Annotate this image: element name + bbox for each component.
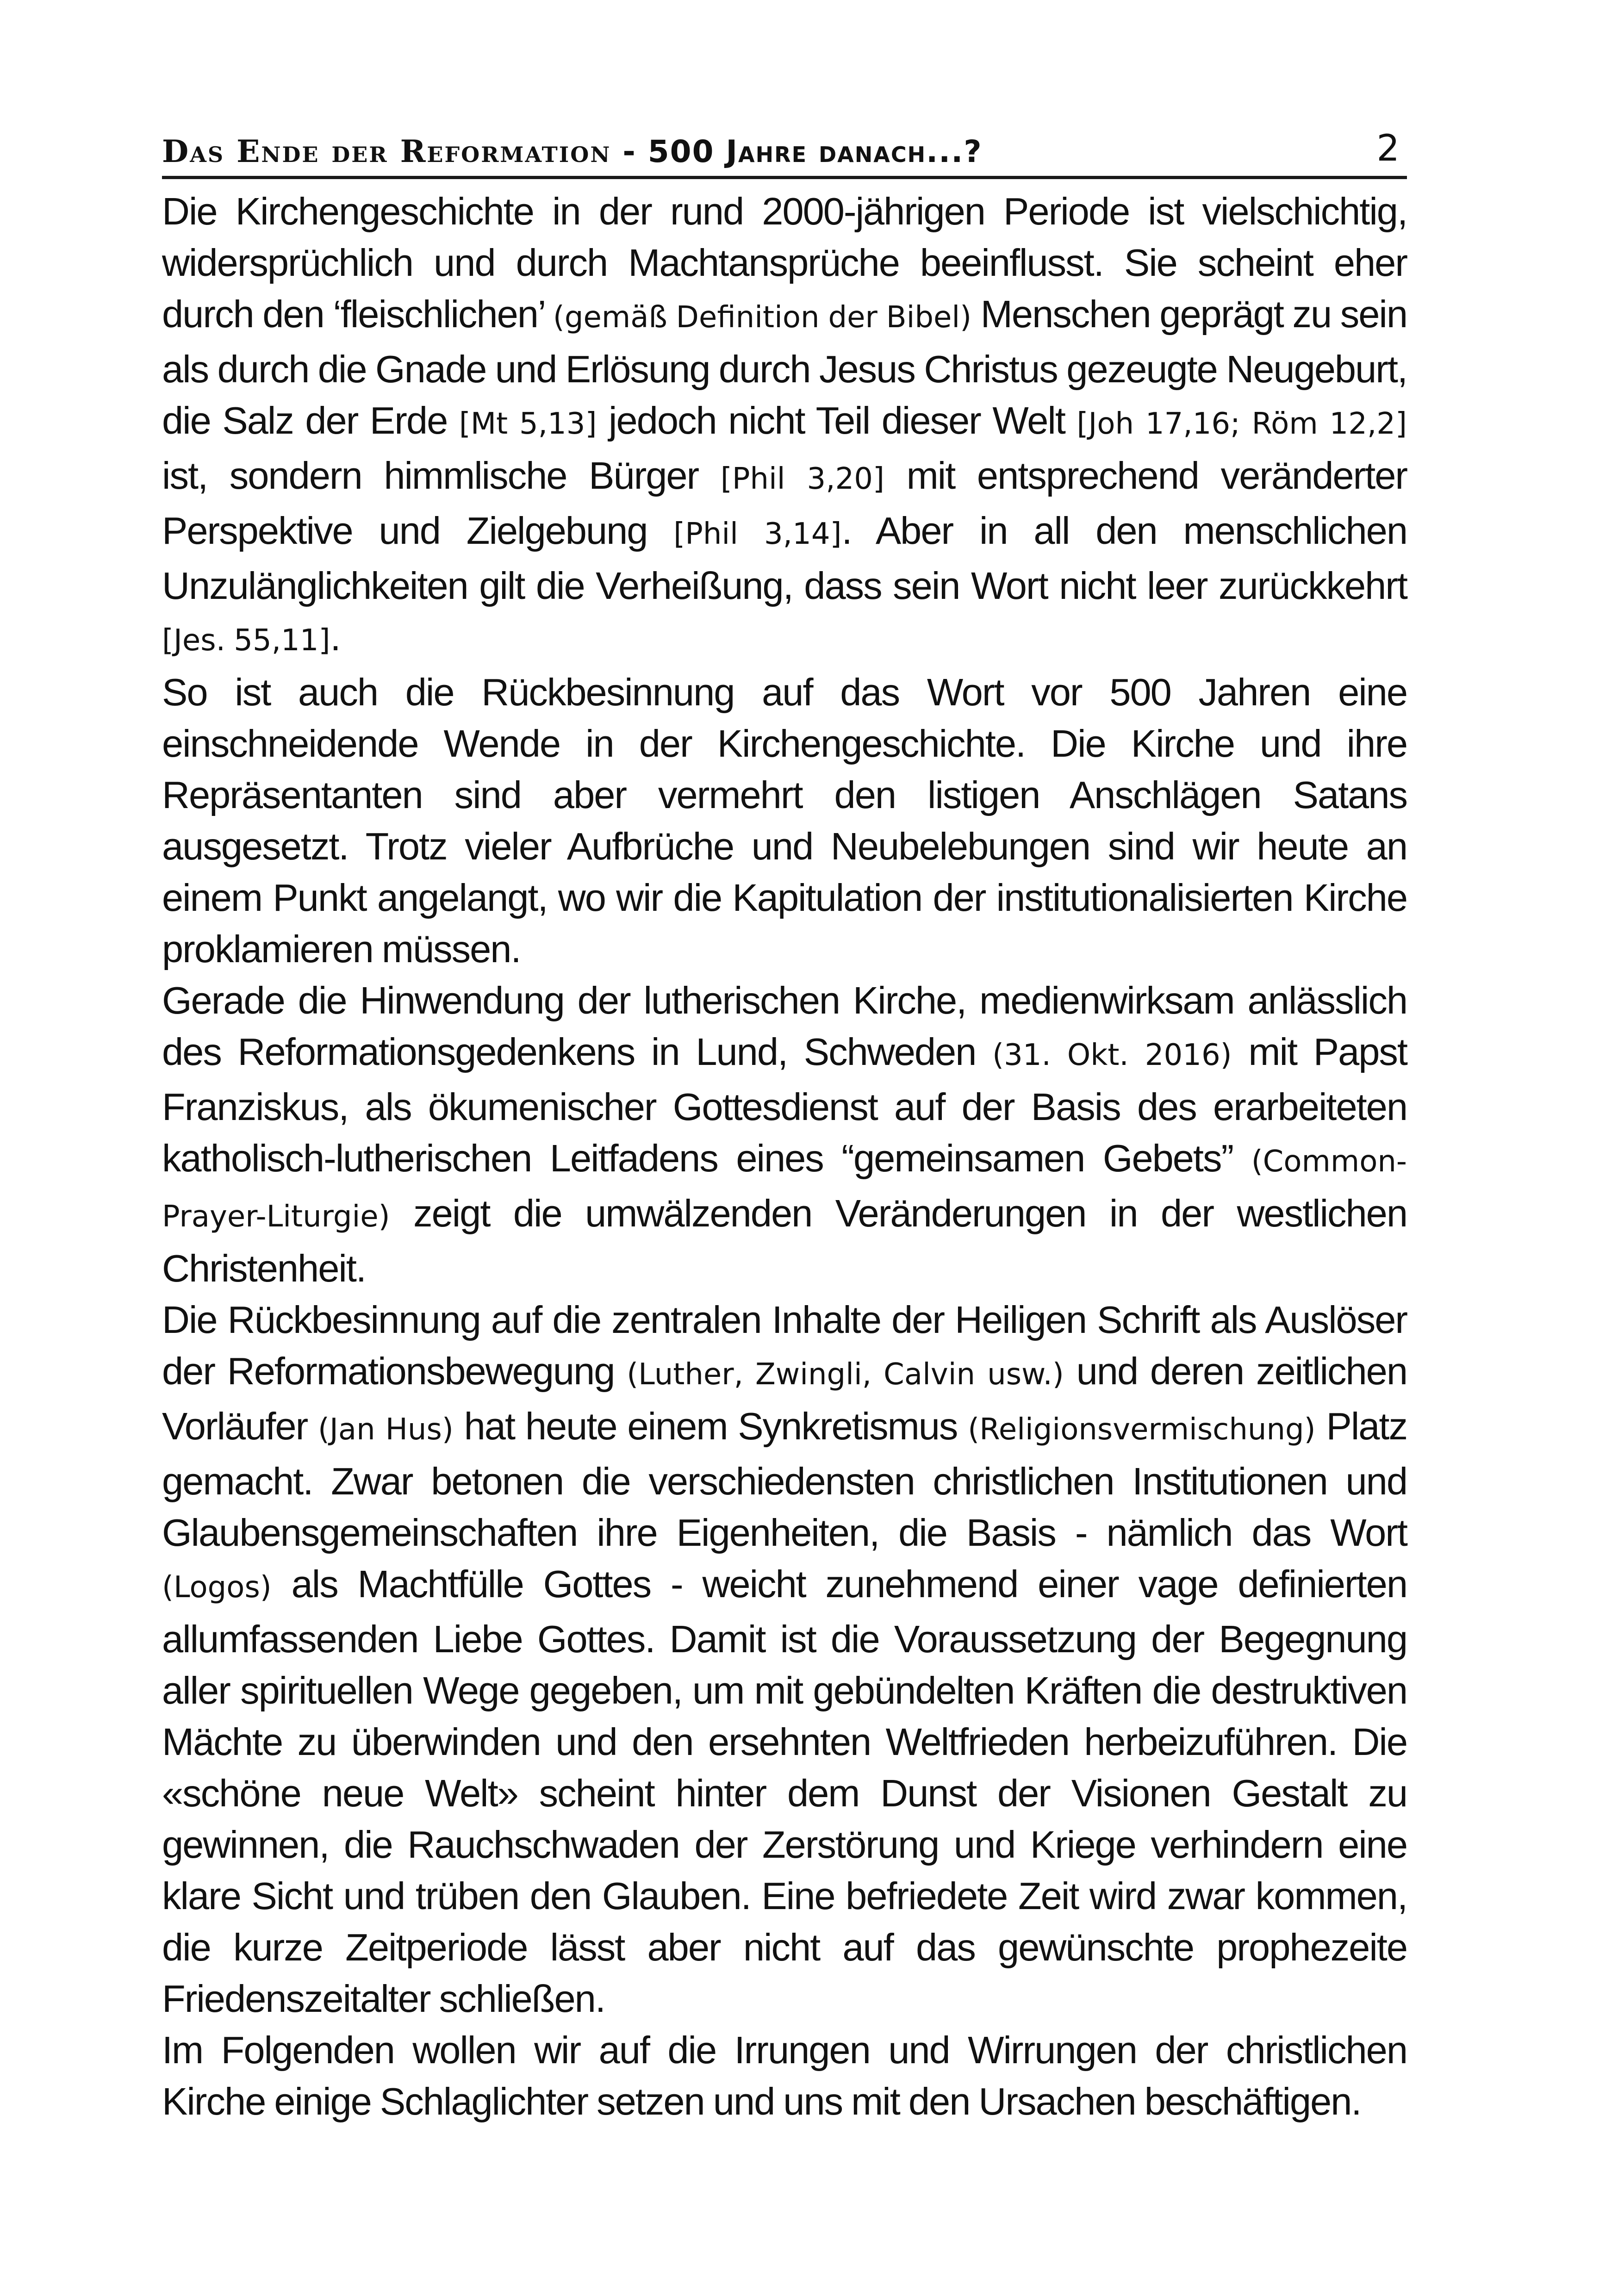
paragraph-text: Im Folgenden wollen wir auf die Irrungen und Wirrungen der christlichen Kirche einige Schlaglichter setzen und uns mit den Ursachen beschäftigen. (162, 2028, 1407, 2123)
paragraph (162, 2024, 1407, 2127)
reference-note: [Phil 3,14] (673, 517, 842, 551)
paragraph-text: hat heute einem Synkretismus (453, 1405, 968, 1448)
reference-note: (Common-Prayer-Liturgie) (162, 1145, 1407, 1234)
page-number: 2 (1376, 128, 1400, 169)
reference-note: (Jan Hus) (318, 1412, 454, 1447)
running-header (162, 125, 1407, 179)
paragraph-text: zeigt die umwälzenden Veränderungen in der westlichen Christenheit. (162, 1192, 1407, 1290)
body-text (162, 186, 1407, 2127)
paragraph-text: jedoch nicht Teil dieser Welt (597, 399, 1077, 442)
paragraph-text: mit entsprechend veränderter Perspektive und Zielgebung (162, 454, 1407, 552)
paragraph-text: mit Papst Franziskus, als ökumenischer Gottesdienst auf der Basis des erarbeiteten katholisch-lutherischen Leitfadens eines “gemeinsamen Gebets” (162, 1030, 1407, 1180)
paragraph (162, 975, 1407, 1294)
title-separator: - (611, 134, 648, 169)
paragraph-text: ist, sondern himmlische Bürger (162, 454, 721, 497)
reference-note: [Jes. 55,11] (162, 623, 330, 658)
paragraph-text: als Machtfülle Gottes - weicht zunehmend einer vage definierten allumfassenden Liebe Gottes. Damit ist die Voraussetzung der Begegnung aller spirituellen Wege gegeben, um mit gebündelten Kräften die destruktiven Mächte zu überwinden und den ersehnten Weltfrieden herbeizuführen. Die «schöne neue Welt» scheint hinter dem Dunst der Visionen Gestalt zu gewinnen, die Rauchschwaden der Zerstörung und Kriege verhindern eine klare Sicht und trüben den Glauben. Eine befriedete Zeit wird zwar kommen, die kurze Zeitperiode lässt aber nicht auf das gewünschte prophezeite Friedenszeitalter schließen. (162, 1562, 1407, 2020)
reference-note: (Religionsvermischung) (968, 1412, 1316, 1447)
reference-note: (gemäß Definition der Bibel) (553, 300, 972, 335)
paragraph-text: Platz gemacht. Zwar betonen die verschiedensten christlichen Institutionen und Glaubensgemeinschaften ihre Eigenheiten, die Basis - nämlich das Wort (162, 1405, 1407, 1554)
paragraph-text: . Aber in all den menschlichen Unzulänglichkeiten gilt die Verheißung, dass sein Wort nicht leer zurückkehrt (162, 509, 1407, 607)
paragraph-text: Gerade die Hinwendung der lutherischen Kirche, medienwirksam anlässlich des Reformationsgedenkens in Lund, Schweden (162, 979, 1407, 1073)
reference-note: [Phil 3,20] (720, 462, 884, 496)
paragraph-text: Menschen geprägt zu sein als durch die Gnade und Erlösung durch Jesus Christus gezeugte Neugeburt, die Salz der Erde (162, 292, 1407, 442)
reference-note: (Luther, Zwingli, Calvin usw.) (627, 1357, 1064, 1392)
paragraph-text: . (330, 616, 340, 659)
reference-note: [Mt 5,13] (459, 407, 597, 441)
title-part-2: 500 Jahre danach...? (647, 134, 983, 169)
title-part-1: Das Ende der Reformation (162, 133, 611, 169)
paragraph-text: Die Rückbesinnung auf die zentralen Inhalte der Heiligen Schrift als Auslöser der Reformationsbewegung (162, 1298, 1407, 1393)
reference-note: (Logos) (162, 1570, 272, 1605)
paragraph-text: So ist auch die Rückbesinnung auf das Wort vor 500 Jahren eine einschneidende Wende in der Kirchengeschichte. Die Kirche und ihre Repräsentanten sind aber vermehrt den listigen Anschlägen Satans ausgesetzt. Trotz vieler Aufbrüche und Neubelebungen sind wir heute an einem Punkt angelangt, wo wir die Kapitulation der institutionalisierten Kirche proklamieren müssen. (162, 671, 1407, 971)
reference-note: [Joh 17,16; Röm 12,2] (1077, 407, 1407, 441)
paragraph-text: Die Kirchengeschichte in der rund 2000-jährigen Periode ist vielschichtig, widersprüchlich und durch Machtansprüche beeinflusst. Sie scheint eher durch den ‘fleischlichen’ (162, 190, 1407, 336)
reference-note: (31. Okt. 2016) (992, 1038, 1232, 1072)
document-page (162, 125, 1407, 2127)
paragraph (162, 666, 1407, 975)
paragraph-text: und deren zeitlichen Vorläufer (162, 1350, 1407, 1448)
running-title (162, 133, 983, 169)
paragraph (162, 1294, 1407, 2024)
paragraph (162, 186, 1407, 666)
